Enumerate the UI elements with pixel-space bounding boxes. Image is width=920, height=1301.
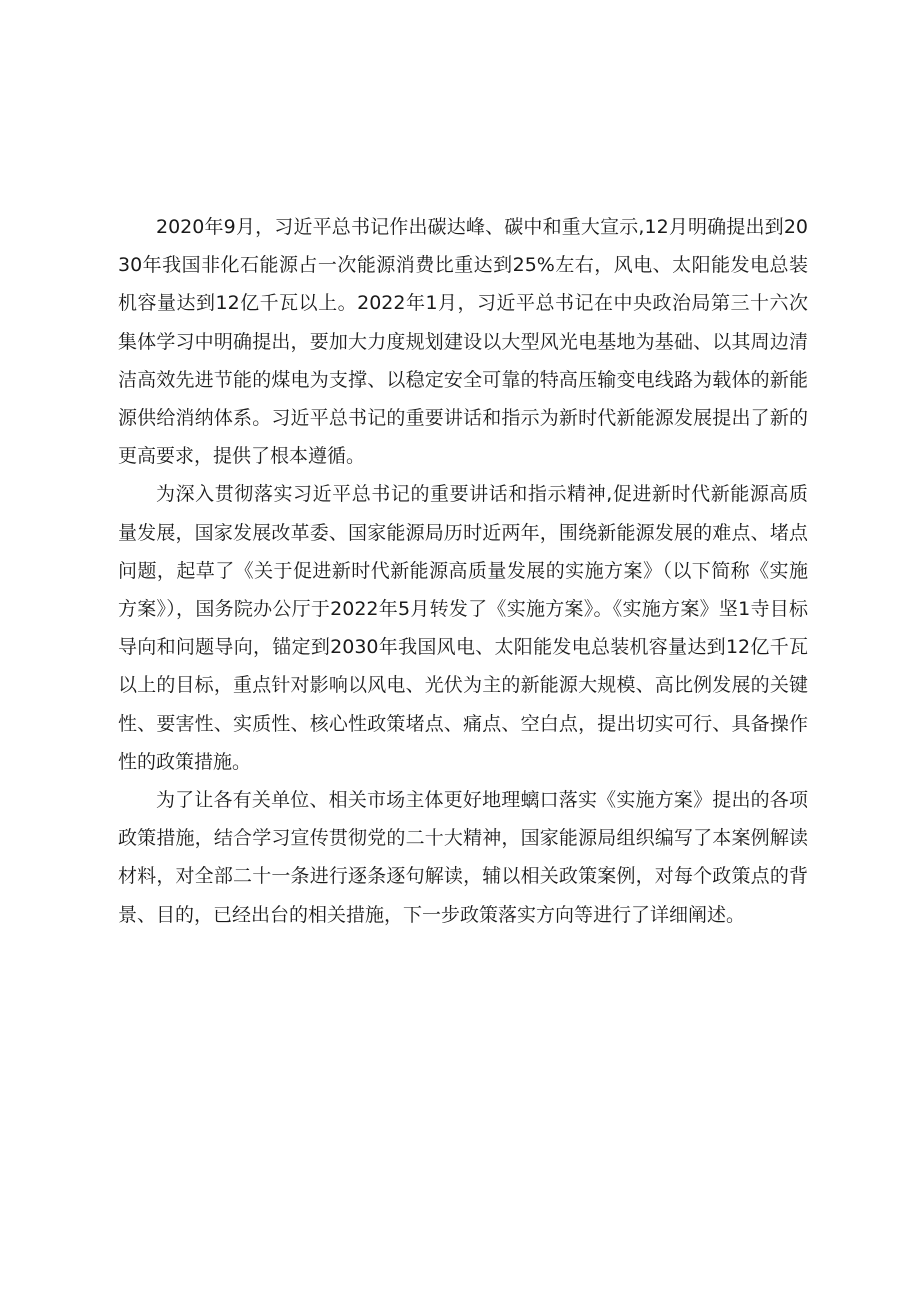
document-body — [118, 208, 808, 934]
paragraph-2: 为深入贯彻落实习近平总书记的重要讲话和指示精神,促进新时代新能源高质量发展，国家发展改革委、国家能源局历时近两年，围绕新能源发展的难点、堵点问题，起草了《关于促进新时代新能源高质量发展的实施方案》（以下简称《实施方案》），国务院办公厅于2022年5月转发了《实施方案》。《实施方案》坚1寺目标导向和问题导向，锚定到2030年我国风电、太阳能发电总装机容量达到12亿千瓦以上的目标，重点针对影响以风电、光伏为主的新能源大规模、高比例发展的关键性、要害性、实质性、核心性政策堵点、痛点、空白点，提出切实可行、具备操作性的政策措施。 — [118, 483, 808, 773]
paragraph-1: 2020年9月，习近平总书记作出碳达峰、碳中和重大宣示,12月明确提出到2030年我国非化石能源占一次能源消费比重达到25%左右，风电、太阳能发电总装机容量达到12亿千瓦以上。2022年1月，习近平总书记在中央政治局第三十六次集体学习中明确提出，要加大力度规划建设以大型风光电基地为基础、以其周边清洁高效先进节能的煤电为支撑、以稳定安全可靠的特高压输变电线路为载体的新能源供给消纳体系。习近平总书记的重要讲话和指示为新时代新能源发展提出了新的更高要求，提供了根本遵循。 — [118, 216, 808, 468]
paragraph-3: 为了让各有关单位、相关市场主体更好地理螭口落实《实施方案》提出的各项政策措施，结合学习宣传贯彻党的二十大精神，国家能源局组织编写了本案例解读材料，对全部二十一条进行逐条逐句解读，辅以相关政策案例，对每个政策点的背景、目的，已经出台的相关措施，下一步政策落实方向等进行了详细阐述。 — [118, 789, 808, 926]
